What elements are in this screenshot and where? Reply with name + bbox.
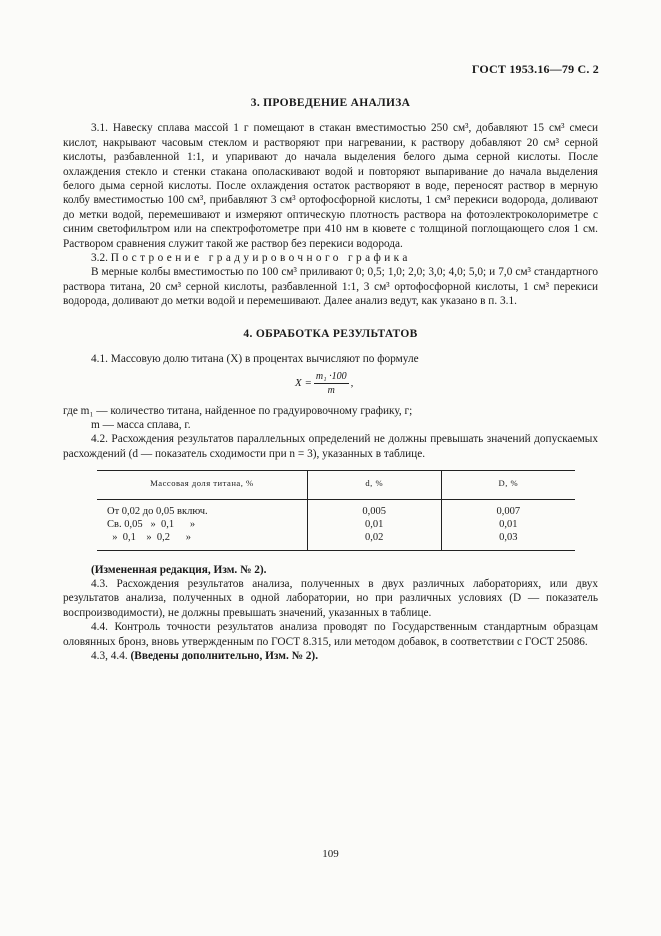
table-cell: 0,01 <box>441 518 575 531</box>
table-cell: 0,01 <box>307 518 441 531</box>
table-cell: » 0,1 » 0,2 » <box>97 531 307 551</box>
paragraph-3-2-title: Построение градуировочного графика <box>110 252 411 265</box>
table-header-mass-fraction: Массовая доля титана, % <box>97 471 307 499</box>
addition-note <box>63 649 598 663</box>
tolerance-table <box>97 470 575 550</box>
table-cell: 0,03 <box>441 531 575 551</box>
formula <box>63 370 598 404</box>
section-4-heading: 4. ОБРАБОТКА РЕЗУЛЬТАТОВ <box>243 327 418 340</box>
paragraph-4-1: 4.1. Массовую долю титана (X) в процентах вычисляют по формуле <box>91 353 419 366</box>
formula-tail: , <box>350 376 354 389</box>
paragraph-3-2-number: 3.2. <box>91 252 108 265</box>
paragraph-4-3: 4.3. Расхождения результатов анализа, полученных в двух различных лабораториях, или двух результатов анализа, полученных в одной лаборатории, но при различных условиях (D — показатель воспроизводимости), не должны превышать значений, указанных в таблице. <box>63 577 598 619</box>
table-cell: 0,007 <box>441 499 575 518</box>
formula-denominator: m <box>327 384 335 396</box>
table-cell: От 0,02 до 0,05 включ. <box>107 505 208 517</box>
table-header-D: D, % <box>441 471 575 499</box>
table-row <box>97 531 575 551</box>
where-line-2: m — масса сплава, г. <box>91 418 191 431</box>
where-line-1: где m₁ — количество титана, найденное по градуировочному графику, г; <box>63 404 413 417</box>
addition-note-prefix: 4.3, 4.4. <box>91 649 128 662</box>
table-cell: 0,005 <box>307 499 441 518</box>
table-cell: 0,02 <box>307 531 441 551</box>
paragraph-3-1: 3.1. Навеску сплава массой 1 г помещают в стакан вместимостью 250 см³, добавляют 15 см³ смеси кислот, накрывают часовым стеклом и растворяют при нагревании, к раствору добавляют 20 см³ серной кислоты, разбавленной 1:1, и упаривают до начала выделения белого дыма серной кислоты. После охлаждения стекло и стенки стакана ополаскивают водой и повторяют выпаривание до начала выделения белого дыма серной кислоты. После охлаждения остаток растворяют в воде, переносят раствор в мерную колбу вместимостью 100 см³, прибавляют 3 см³ ортофосфорной кислоты, 1 см³ перекиси водорода, доливают до метки водой, перемешивают и измеряют оптическую плотность раствора на фотоэлектроколориметре с синим светофильтром или на спектрофотометре при 410 нм в кювете с толщиной поглощающего слоя 1 см. Раствором сравнения служит такой же раствор без перекиси водорода. <box>63 122 598 250</box>
table-row <box>97 518 575 531</box>
paragraph-3-2-text: В мерные колбы вместимостью по 100 см³ приливают 0; 0,5; 1,0; 2,0; 3,0; 4,0; 5,0; и 7,0 см³ стандартного раствора титана, 20 см³ серной кислоты, разбавленной 1:1, 3 см³ ортофосфорной кислоты, 1 см³ перекиси водорода, доливают до метки водой и перемешивают. Далее анализ ведут, как указано в п. 3.1. <box>63 266 598 308</box>
table-row <box>97 499 575 518</box>
table-cell: Св. 0,05 » 0,1 » <box>107 518 196 530</box>
section-3-heading: 3. ПРОВЕДЕНИЕ АНАЛИЗА <box>250 97 411 109</box>
document-body <box>63 96 598 663</box>
addition-note-bold: (Введены дополнительно, Изм. № 2). <box>130 649 319 662</box>
formula-lhs: X = <box>295 376 312 389</box>
table-header-d: d, % <box>307 471 441 499</box>
page-header: ГОСТ 1953.16—79 С. 2 <box>471 62 599 76</box>
paragraph-4-4: 4.4. Контроль точности результатов анализа проводят по Государственным стандартным образцам оловянных бронз, вновь утвержденным по ГОСТ 8.315, или методом добавок, в соответствии с ГОСТ 25086. <box>63 621 598 648</box>
revision-note: (Измененная редакция, Изм. № 2). <box>91 563 267 576</box>
formula-numerator: m₁ ·100 <box>315 370 347 382</box>
paragraph-4-2: 4.2. Расхождения результатов параллельных определений не должны превышать значений допускаемых расхождений (d — показатель сходимости при n = 3), указанных в таблице. <box>63 433 598 460</box>
page-number: 109 <box>322 848 339 860</box>
paragraph-3-2 <box>63 251 598 265</box>
